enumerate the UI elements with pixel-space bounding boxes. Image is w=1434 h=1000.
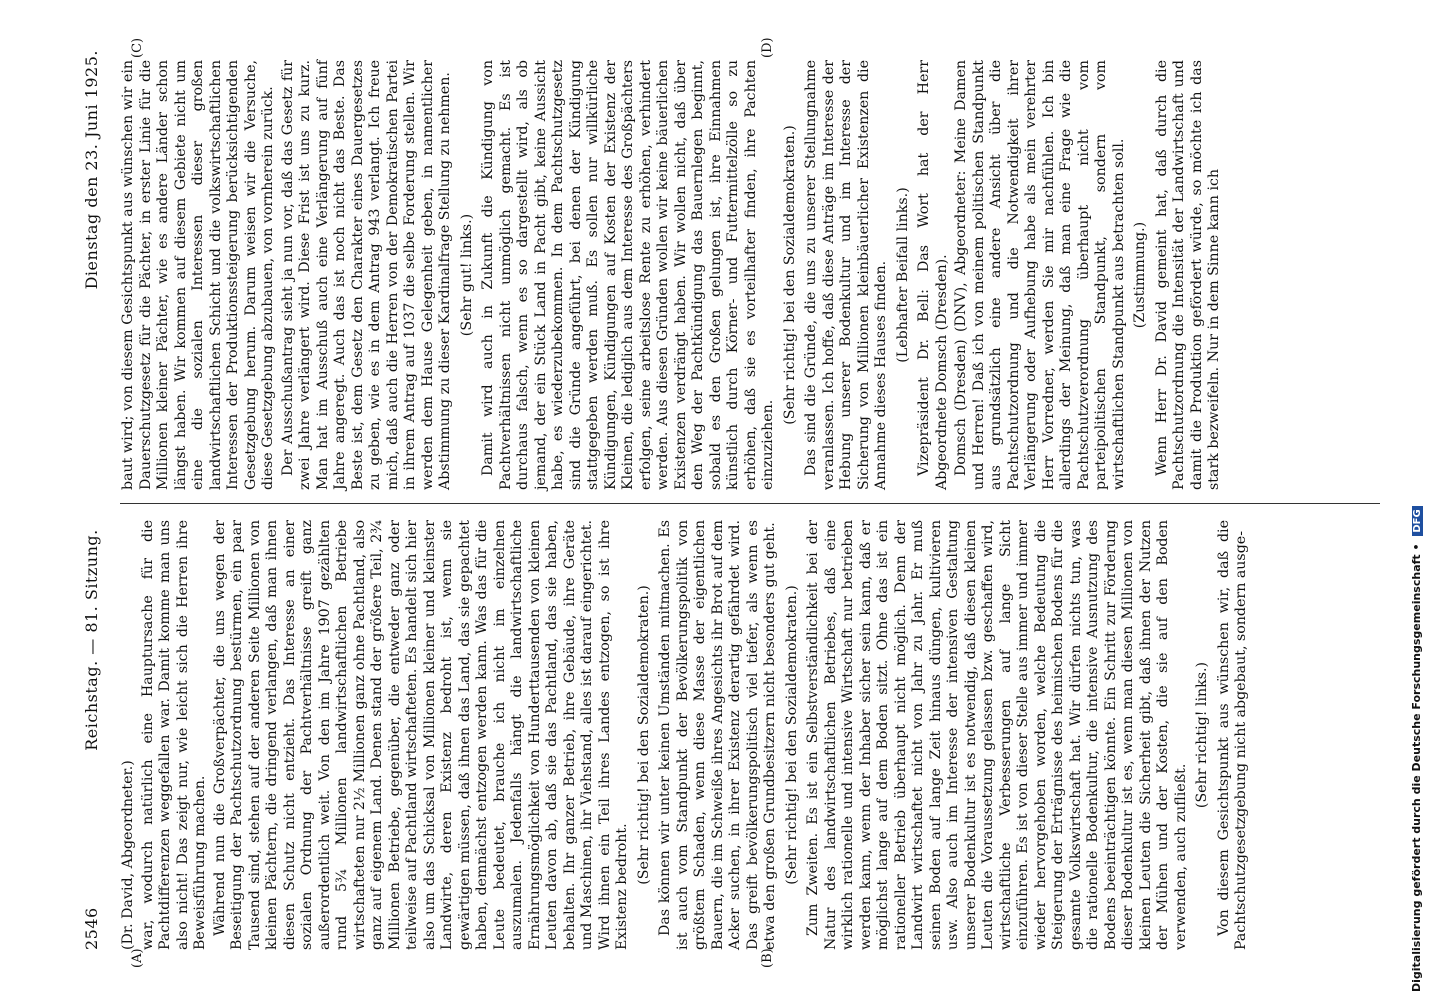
interjection: (Zustimmung.) [1132, 221, 1148, 329]
paragraph: Der Ausschußantrag sieht ja nun vor, daß das Gesetz für zwei Jahre verlängert wird. Diese Frist ist uns zu kurz. Man hat im Ausschuß auch eine Verlängerung auf fünf Jahre angeregt. Auch das ist noch nicht das Beste. Das Beste ist, dem Gesetz den Charakter eines Dauergesetzes zu geben, wie es in dem Antrag 943 verlangt. Ich freue mich, daß auch die Herren von der Demokratischen Partei in ihrem Antrag auf 1037 die selbe Forderung stellen. Wir werden dem Hause Gelegenheit geben, in namentlicher Abstimmung zu dieser Kardinalfrage Stellung zu nehmen. [279, 60, 453, 490]
sheet [60, 30, 1400, 970]
paragraph: Wenn Herr Dr. David gemeint hat, daß durch die Pachtschutzordnung die Intensität der Landwirtschaft und damit die Produktion gefördert würde, so möchte ich das stark bezweifeln. Nur in dem Sinne kann ich [1153, 60, 1222, 490]
speaker-label: (Dr. David, Abgeordneter.) [120, 760, 136, 950]
session-date: Dienstag den 23. Juni 1925. [82, 50, 101, 290]
document-page [60, 30, 1400, 970]
right-column [120, 60, 1226, 490]
marker-a: (A) [130, 948, 145, 968]
interjection: (Sehr richtig! bei den Sozialdemokraten.) [635, 585, 652, 885]
interjection: (Sehr gut! links.) [458, 213, 475, 337]
paragraph: baut wird; von diesem Gesichtspunkt aus wünschen wir ein Dauerschutzgesetz für die Pächter, in erster Linie für die Millionen kleiner Pächter, wie es andere Länder schon längst haben. Wir kommen auf diesem Gebiete nicht um eine die sozialen Interessen dieser großen landwirtschaftlichen Schicht und die volkswirtschaftlichen Interessen der Produktionssteigerung berücksichtigenden Gesetzgebung herum. Darum weisen wir die Versuche, diese Gesetzgebung abzubauen, von vornherein zurück. [120, 60, 276, 490]
paragraph: Das sind die Gründe, die uns zu unserer Stellungnahme veranlassen. Ich hoffe, daß diese Anträge im Interesse der Hebung unserer Bodenkultur und im Interesse der Sicherung von Millionen kleinbäuerlicher Existenzen die Annahme dieses Hauses finden. [803, 60, 889, 490]
page-number: 2546 [82, 907, 101, 950]
digitization-credit [1410, 8, 1430, 992]
paragraph: Domsch (Dresden) (DNV), Abgeordneter: Meine Damen und Herren! Daß ich von meinem politischen Standpunkt aus grundsätzlich eine andere Ansicht über die Pachtschutzordnung und die Notwendigkeit ihrer Verlängerung oder Aufhebung habe als mein verehrter Herr Vorredner, werden Sie mir nachfühlen. Ich bin allerdings der Meinung, daß man eine Frage wie die Pachtschutzverordnung überhaupt nicht vom parteipolitischen Standpunkt, sondern vom wirtschaftlichen Standpunkt aus betrachten soll. [953, 60, 1127, 490]
rotated-sheet [60, 30, 1400, 970]
marker-d: (D) [760, 37, 775, 58]
paragraph: Damit wird auch in Zukunft die Kündigung von Pachtverhältnissen nicht unmöglich gemacht. Es ist durchaus falsch, wenn es so dargestellt wird, als ob jemand, der ein Stück Land in Pacht gibt, keine Aussicht habe, es wiederzubekommen. In dem Pachtschutzgesetz sind die Gründe angeführt, bei denen der Kündigung stattgegeben werden muß. Es sollen nur willkürliche Kündigungen, Kündigungen auf Kosten der Existenz der Kleinen, die lediglich aus dem Interesse des Großpächters erfolgen, seine arbeitslose Rente zu erhöhen, verhindert werden. Aus diesen Gründen wollen wir keine bäuerlichen Existenzen verdrängt haben. Wir wollen nicht, daß über den Weg der Pachtkündigung das Bauernlegen beginnt, sobald es den Großen gelungen ist, ihre Einnahmen künstlich durch Körner- und Futtermittelzölle so zu erhöhen, daß sie es vorteilhafter finden, ihre Pachten einzuziehen. [480, 60, 776, 490]
paragraph: Zum Zweiten. Es ist ein Selbstverständlichkeit bei der Natur des landwirtschaftlichen Betriebes, daß eine wirklich rationelle und intensive Wirtschaft nur betrieben werden kann, wenn der Inhaber sicher sein kann, daß er möglichst lange auf dem Boden sitzt. Ohne das ist ein rationeller Betrieb überhaupt nicht möglich. Denn der Landwirt wirtschaftet nicht von Jahr zu Jahr. Er muß seinen Boden auf lange Zeit hinaus düngen, kultivieren usw. Also auch im Interesse der intensiven Gestaltung unserer Bodenkultur ist es notwendig, daß diesen kleinen Leuten die Voraussetzung gelassen bzw. geschaffen wird, wirtschaftliche Verbesserungen auf lange Sicht einzuführen. Es ist von dieser Stelle aus immer und immer wieder hervorgehoben worden, welche Bedeutung die Steigerung der Erträgnisse des heimischen Bodens für die gesamte Volkswirtschaft hat. Wir dürfen nichts tun, was die rationelle Bodenkultur, die intensive Ausnutzung des Bodens beeinträchtigen könnte. Ein Schritt zur Förderung dieser Bodenkultur ist es, wenn man diesen Millionen von kleinen Leuten die Sicherheit gibt, daß ihnen der Nutzen der Mühen und der Kosten, die sie auf den Boden verwenden, auch zufließt. [805, 520, 1189, 950]
column-divider [120, 503, 1380, 504]
paragraph: Von diesem Gesichtspunkt aus wünschen wir, daß die Pachtschutzgesetzgebung nicht abgebaut, sondern ausge- [1215, 520, 1249, 950]
credit-text: Digitalisierung gefördert durch die Deutsche Forschungsgemeinschaft • [1410, 543, 1423, 992]
interjection: (Sehr richtig! bei den Sozialdemokraten.) [783, 585, 800, 885]
paragraph: war, wodurch natürlich eine Hauptursache für die Pachtdifferenzen weggefallen war. Damit komme man uns also nicht! Das zeigt nur, wie leicht sich die Herren ihre Beweisführung machen. [139, 520, 208, 950]
interjection: (Lebhafter Beifall links.) [894, 187, 911, 363]
paragraph: Vizepräsident Dr. Bell: Das Wort hat der Herr Abgeordnete Domsch (Dresden). [916, 60, 950, 490]
interjection: (Sehr richtig! bei den Sozialdemokraten.) [781, 125, 798, 425]
paragraph: Während nun die Großverpächter, die uns wegen der Beseitigung der Pachtschutzordnung bestürmen, ein paar Tausend sind, stehen auf der anderen Seite Millionen von kleinen Pächtern, die dringend verlangen, daß man ihnen diesen Schutz nicht entzieht. Das Interesse an einer sozialen Ordnung der Pachtverhältnisse greift ganz außerordentlich weit. Von den im Jahre 1907 gezählten rund 5¾ Millionen landwirtschaftlichen Betriebe wirtschafteten nur 2½ Millionen ganz ohne Pachtland, also ganz auf eigenem Land. Denen stand der größere Teil, 2¾ Millionen Betriebe, gegenüber, die entweder ganz oder teilweise auf Pachtland wirtschafteten. Es handelt sich hier also um das Schicksal von Millionen kleiner und kleinster Landwirte, deren Existenz bedroht ist, wenn sie gewärtigen müssen, daß ihnen das Land, das sie gepachtet haben, demnächst entzogen werden kann. Was das für die Leute bedeutet, brauche ich nicht im einzelnen auszumalen. Jedenfalls hängt die landwirtschaftliche Ernährungsmöglichkeit von Hunderttausenden von kleinen Leuten davon ab, daß sie das Pachtland, das sie haben, behalten. Ihr ganzer Betrieb, ihre Gebäude, ihre Geräte und Maschinen, ihr Viehstand, alles ist darauf eingerichtet. Wird ihnen ein Teil ihres Landes entzogen, so ist ihre Existenz bedroht. [211, 520, 630, 950]
page-header [82, 50, 108, 950]
left-column [120, 520, 1253, 950]
marker-b: (B) [760, 948, 775, 968]
interjection: (Sehr richtig! links.) [1194, 661, 1210, 809]
paragraph: Das können wir unter keinen Umständen mitmachen. Es ist auch vom Standpunkt der Bevölkerungspolitik von größtem Schaden, wenn diese Masse der eigentlichen Bauern, die im Schweiße ihres Angesichts ihr Brot auf dem Acker suchen, in ihrer Existenz derartig gefährdet wird. Das greift bevölkerungspolitisch viel tiefer, als wenn es etwa den großen Grundbesitzern nicht besonders gut geht. [657, 520, 778, 950]
dfg-logo: DFG [1412, 506, 1423, 535]
session-title: Reichstag. — 81. Sitzung. [82, 529, 101, 751]
marker-c: (C) [130, 37, 145, 58]
